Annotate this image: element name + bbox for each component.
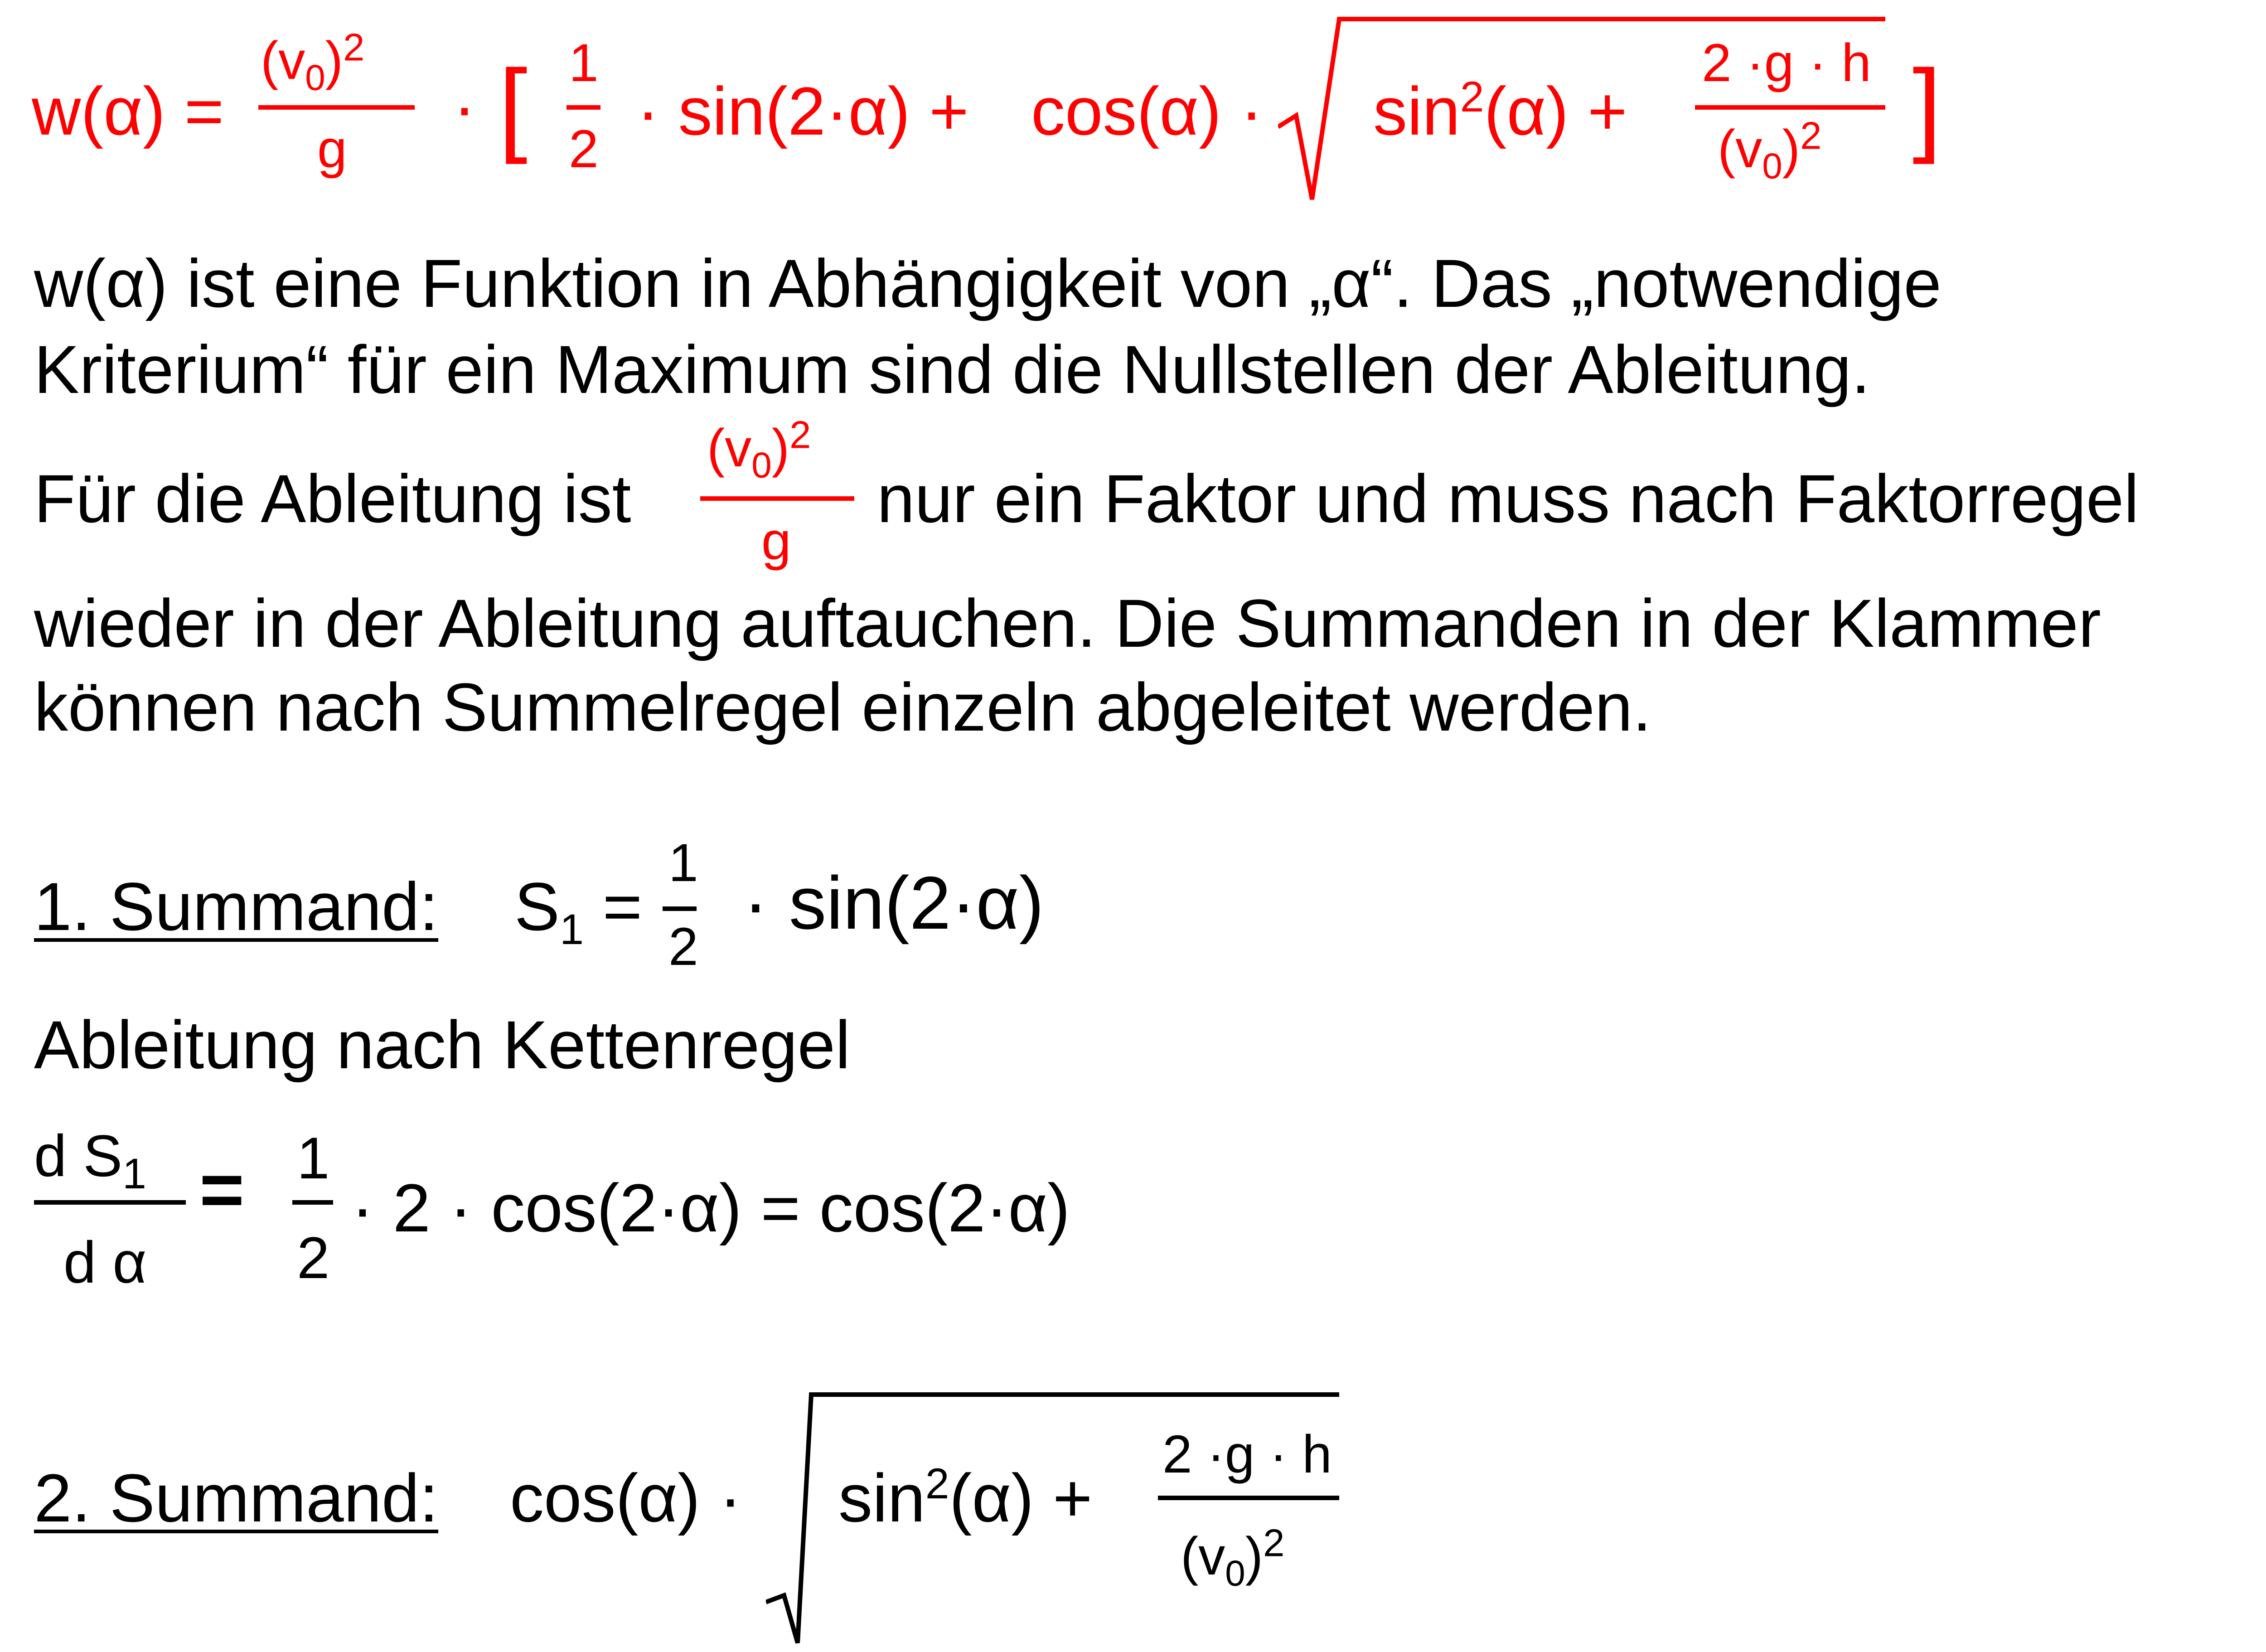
result-half-den: 2 [297, 1225, 330, 1291]
summand-2-radicand-sin: $\sin^2(\alpha)$ + [838, 1460, 1093, 1536]
formula-bracket-open: [ [499, 48, 528, 165]
formula-radicand-sin: $\sin^2(\alpha)$ + [1373, 73, 1627, 149]
formula-g: g [317, 119, 347, 179]
formula-cos-term: cos(α) · [1031, 73, 1263, 149]
fraction-bar [34, 1200, 186, 1205]
paragraph2-before-fraction: Für die Ableitung ist [34, 460, 631, 537]
fraction-bar [258, 105, 415, 110]
summand-1-heading: 1. Summand: [34, 868, 439, 945]
paragraph-line-1: w(α) ist eine Funktion in Abhängigkeit von „α“. Das „notwendige [34, 245, 1942, 321]
fraction-bar [566, 105, 600, 110]
formula-half-num: 1 [569, 33, 599, 93]
derivative-numerator: d $S_1$ [34, 1123, 146, 1198]
summand-2-2gh: 2 ·g · h [1162, 1424, 1332, 1484]
summand-1-rest: · sin(2·α) [743, 861, 1044, 945]
inline-fraction-bar [700, 496, 854, 501]
summand-2-heading: 2. Summand: [34, 1460, 439, 1536]
paragraph2-line-2: wieder in der Ableitung auftauchen. Die Summanden in der Klammer [34, 585, 2101, 661]
result-rest: · 2 · cos(2·α) = cos(2·α) [351, 1170, 1070, 1246]
summand-1-half-den: 2 [668, 917, 698, 977]
fraction-bar [663, 906, 697, 911]
formula-sin-term: · sin(2·α) + [637, 73, 969, 149]
fraction-bar [292, 1200, 333, 1205]
paragraph2-after-fraction: nur ein Faktor und muss nach Faktorregel [877, 460, 2139, 537]
summand-1-s1: $S_1$ = [514, 868, 643, 954]
summand-1-half-num: 1 [668, 833, 698, 893]
formula-v0-squared-den: $(v_0)^2$ [1718, 114, 1822, 186]
fraction-bar [1158, 1496, 1339, 1500]
derivative-denominator: d α [63, 1229, 147, 1295]
formula-dot: · [453, 68, 476, 145]
inline-v0-squared: $(v_0)^2$ [707, 413, 811, 485]
formula-bracket-close: ] [1913, 48, 1942, 165]
formula-v0-squared: $(v_0)^2$ [261, 26, 365, 98]
paragraph2-line-3: können nach Summelregel einzeln abgeleitet werden. [34, 669, 1651, 745]
paragraph-line-2: Kriterium“ für ein Maximum sind die Nullstellen der Ableitung. [34, 331, 1870, 407]
formula-lhs: w(α) = [32, 73, 224, 149]
formula-half-den: 2 [569, 119, 599, 179]
summand-2-cos: cos(α) · [510, 1460, 742, 1536]
summand-2-v0-squared: $(v_0)^2$ [1181, 1521, 1285, 1594]
derivative-equals: = [199, 1147, 245, 1233]
result-half-num: 1 [297, 1125, 330, 1191]
formula-2gh: 2 ·g · h [1702, 33, 1871, 93]
inline-g: g [761, 511, 791, 571]
ableitung-label: Ableitung nach Kettenregel [34, 1007, 851, 1083]
fraction-bar [1695, 105, 1885, 110]
